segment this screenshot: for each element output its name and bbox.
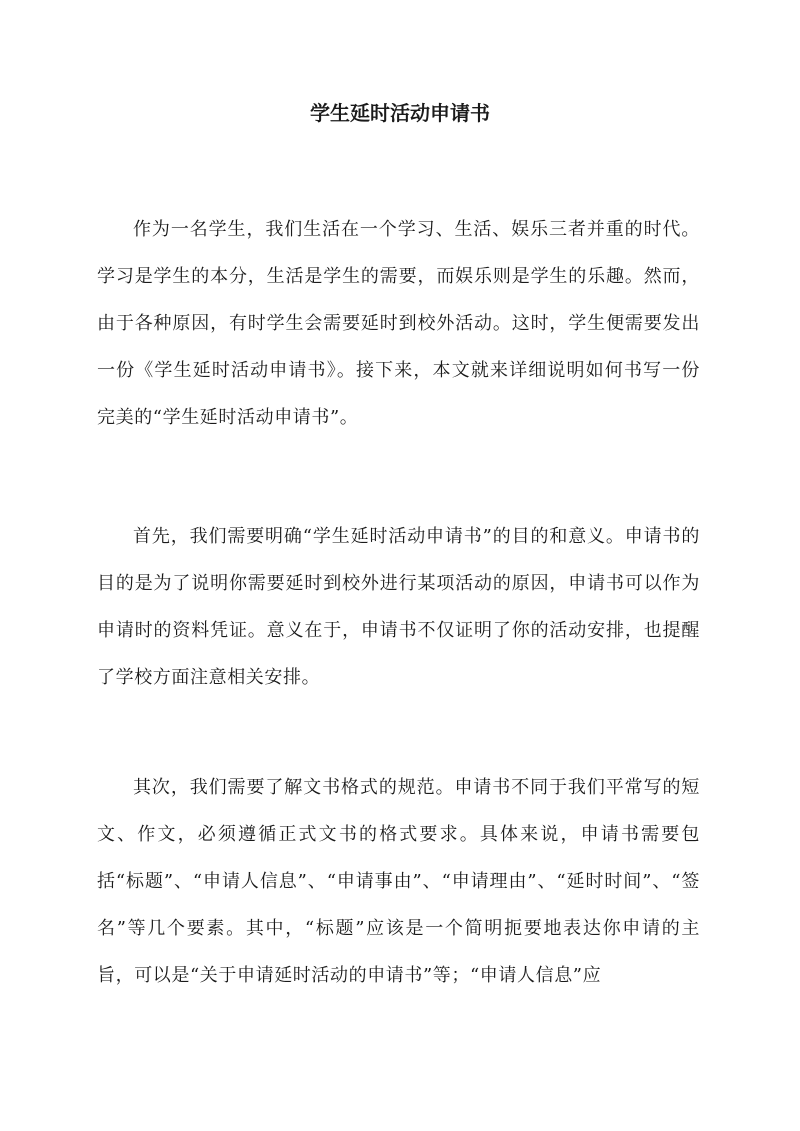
paragraph-format: 其次，我们需要了解文书格式的规范。申请书不同于我们平常写的短文、作文，必须遵循正式文书的格式要求。具体来说，申请书需要包括“标题”、“申请人信息”、“申请事由”、“申请理由”、“延时时间”、“签名”等几个要素。其中，“标题”应该是一个简明扼要地表达你申请的主旨，可以是“关于申请延时活动的申请书”等；“申请人信息”应 bbox=[97, 777, 700, 986]
document-title: 学生延时活动申请书 bbox=[310, 101, 490, 125]
paragraph-intro: 作为一名学生，我们生活在一个学习、生活、娱乐三者并重的时代。学习是学生的本分，生活是学生的需要，而娱乐则是学生的乐趣。然而，由于各种原因，有时学生会需要延时到校外活动。这时，学生便需要发出一份《学生延时活动申请书》。接下来，本文就来详细说明如何书写一份完美的“学生延时活动申请书”。 bbox=[97, 219, 700, 428]
paragraph-purpose: 首先，我们需要明确“学生延时活动申请书”的目的和意义。申请书的目的是为了说明你需要延时到校外进行某项活动的原因，申请书可以作为申请时的资料凭证。意义在于，申请书不仅证明了你的活动安排，也提醒了学校方面注意相关安排。 bbox=[97, 526, 700, 688]
